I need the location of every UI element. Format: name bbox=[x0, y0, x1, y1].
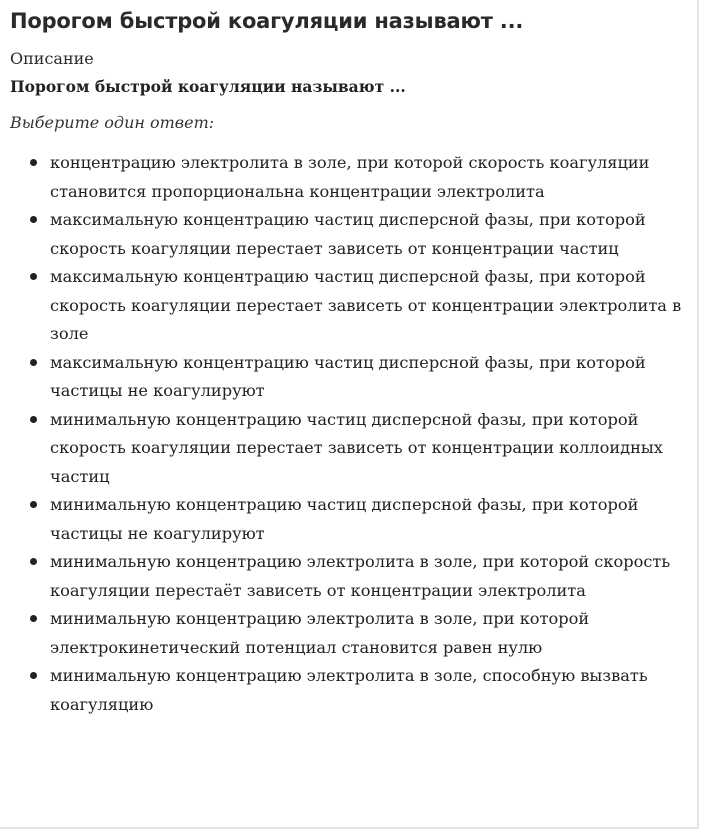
bullet-icon bbox=[30, 672, 37, 679]
bullet-icon bbox=[30, 615, 37, 622]
answer-option-label: минимальную концентрацию электролита в золе, способную вызвать коагуляцию bbox=[50, 666, 648, 714]
answer-option[interactable] bbox=[28, 349, 690, 406]
answer-option[interactable] bbox=[28, 263, 690, 349]
bullet-icon bbox=[30, 216, 37, 223]
answer-options-list bbox=[10, 149, 690, 719]
question-content bbox=[10, 6, 690, 719]
answer-prompt: Выберите один ответ: bbox=[10, 113, 215, 132]
description-text: Порогом быстрой коагуляции называют ... bbox=[10, 77, 406, 96]
answer-option-label: минимальную концентрацию частиц дисперсной фазы, при которой частицы не коагулируют bbox=[50, 495, 639, 543]
answer-option[interactable] bbox=[28, 548, 690, 605]
bullet-icon bbox=[30, 416, 37, 423]
answer-option[interactable] bbox=[28, 149, 690, 206]
bullet-icon bbox=[30, 558, 37, 565]
answer-option[interactable] bbox=[28, 605, 690, 662]
answer-option-label: максимальную концентрацию частиц дисперсной фазы, при которой скорость коагуляции перестает зависеть от концентрации частиц bbox=[50, 210, 646, 258]
question-title: Порогом быстрой коагуляции называют ... bbox=[10, 9, 524, 33]
bullet-icon bbox=[30, 501, 37, 508]
bullet-icon bbox=[30, 159, 37, 166]
answer-option-label: минимальную концентрацию частиц дисперсной фазы, при которой скорость коагуляции перестает зависеть от концентрации коллоидных частиц bbox=[50, 409, 663, 486]
answer-option-label: концентрацию электролита в золе, при которой скорость коагуляции становится пропорциональна концентрации электролита bbox=[50, 153, 650, 201]
answer-option-label: минимальную концентрацию электролита в золе, при которой электрокинетический потенциал становится равен нулю bbox=[50, 609, 590, 657]
answer-option-label: максимальную концентрацию частиц дисперсной фазы, при которой частицы не коагулируют bbox=[50, 352, 646, 400]
answer-option[interactable] bbox=[28, 406, 690, 492]
answer-option[interactable] bbox=[28, 662, 690, 719]
answer-option-label: минимальную концентрацию электролита в золе, при которой скорость коагуляции перестаёт зависеть от концентрации электролита bbox=[50, 552, 671, 600]
bullet-icon bbox=[30, 273, 37, 280]
description-label: Описание bbox=[10, 49, 94, 68]
bullet-icon bbox=[30, 359, 37, 366]
answer-option[interactable] bbox=[28, 206, 690, 263]
answer-option[interactable] bbox=[28, 491, 690, 548]
answer-option-label: максимальную концентрацию частиц дисперсной фазы, при которой скорость коагуляции перестает зависеть от концентрации электролита в золе bbox=[50, 267, 682, 343]
